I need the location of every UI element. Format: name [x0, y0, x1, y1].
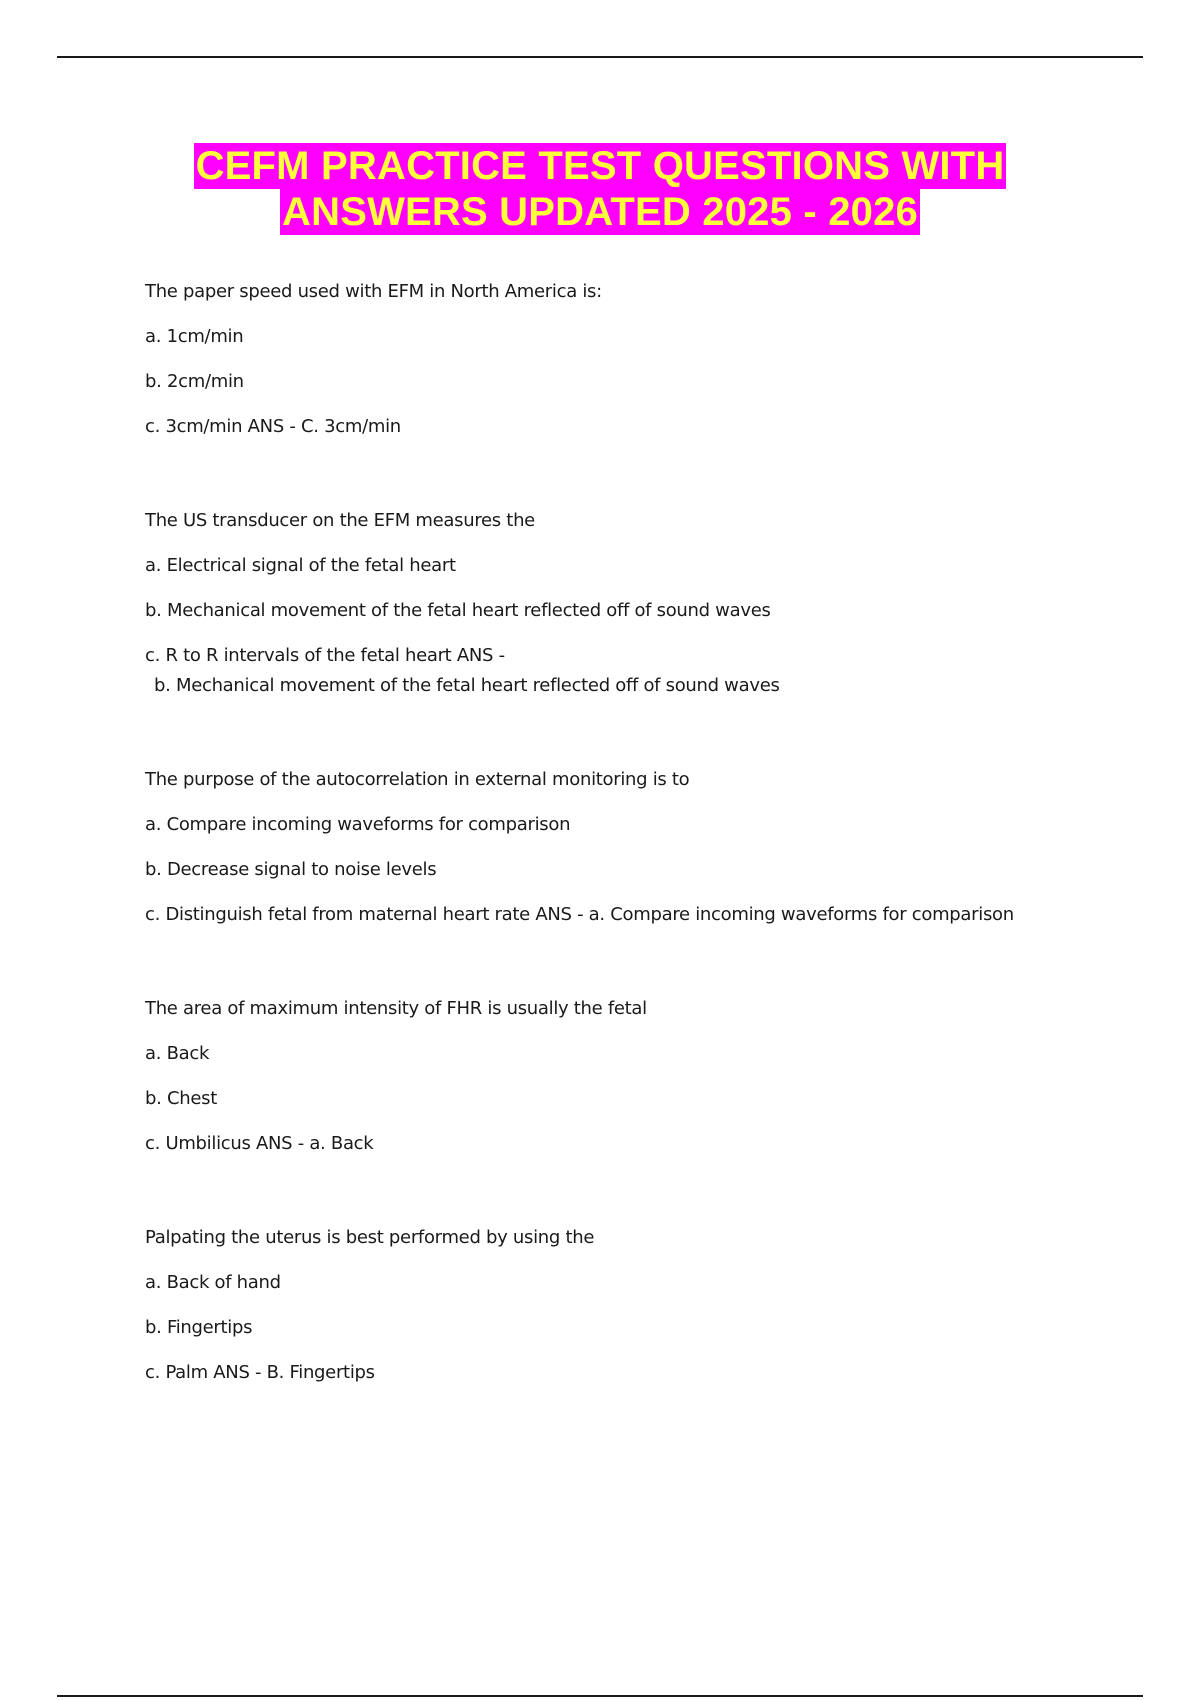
option-a: a. Back — [145, 1043, 210, 1064]
question-5 — [145, 1226, 1145, 1385]
question-4 — [145, 997, 1145, 1156]
option-a: a. Electrical signal of the fetal heart — [145, 555, 456, 576]
option-c-answer: c. Palm ANS - B. Fingertips — [145, 1362, 375, 1383]
question-stem: The area of maximum intensity of FHR is usually the fetal — [145, 998, 647, 1019]
document-title — [0, 143, 1200, 235]
option-b: b. 2cm/min — [145, 371, 244, 392]
question-list — [145, 280, 1145, 1455]
option-c-answer: c. Distinguish fetal from maternal heart rate ANS - a. Compare incoming waveforms for comparison — [145, 904, 1014, 925]
title-line-1: CEFM PRACTICE TEST QUESTIONS WITH — [195, 144, 1005, 188]
top-rule — [57, 56, 1143, 58]
option-a: a. Compare incoming waveforms for comparison — [145, 814, 571, 835]
question-2 — [145, 509, 1145, 698]
option-c-answer: c. 3cm/min ANS - C. 3cm/min — [145, 416, 401, 437]
option-c-answer: c. R to R intervals of the fetal heart ANS - — [145, 645, 505, 666]
question-stem: The US transducer on the EFM measures the — [145, 510, 535, 531]
title-line-2: ANSWERS UPDATED 2025 - 2026 — [282, 190, 918, 234]
bottom-rule — [57, 1695, 1143, 1697]
option-a: a. 1cm/min — [145, 326, 244, 347]
question-stem: Palpating the uterus is best performed by using the — [145, 1227, 595, 1248]
option-c-answer: c. Umbilicus ANS - a. Back — [145, 1133, 374, 1154]
question-stem: The paper speed used with EFM in North America is: — [145, 281, 602, 302]
option-b: b. Chest — [145, 1088, 217, 1109]
option-a: a. Back of hand — [145, 1272, 281, 1293]
option-b: b. Mechanical movement of the fetal heart reflected off of sound waves — [145, 600, 771, 621]
question-1 — [145, 280, 1145, 439]
option-b: b. Decrease signal to noise levels — [145, 859, 437, 880]
option-b: b. Fingertips — [145, 1317, 253, 1338]
question-stem: The purpose of the autocorrelation in external monitoring is to — [145, 769, 690, 790]
question-3 — [145, 768, 1145, 927]
answer-continuation: b. Mechanical movement of the fetal heart reflected off of sound waves — [154, 675, 780, 696]
